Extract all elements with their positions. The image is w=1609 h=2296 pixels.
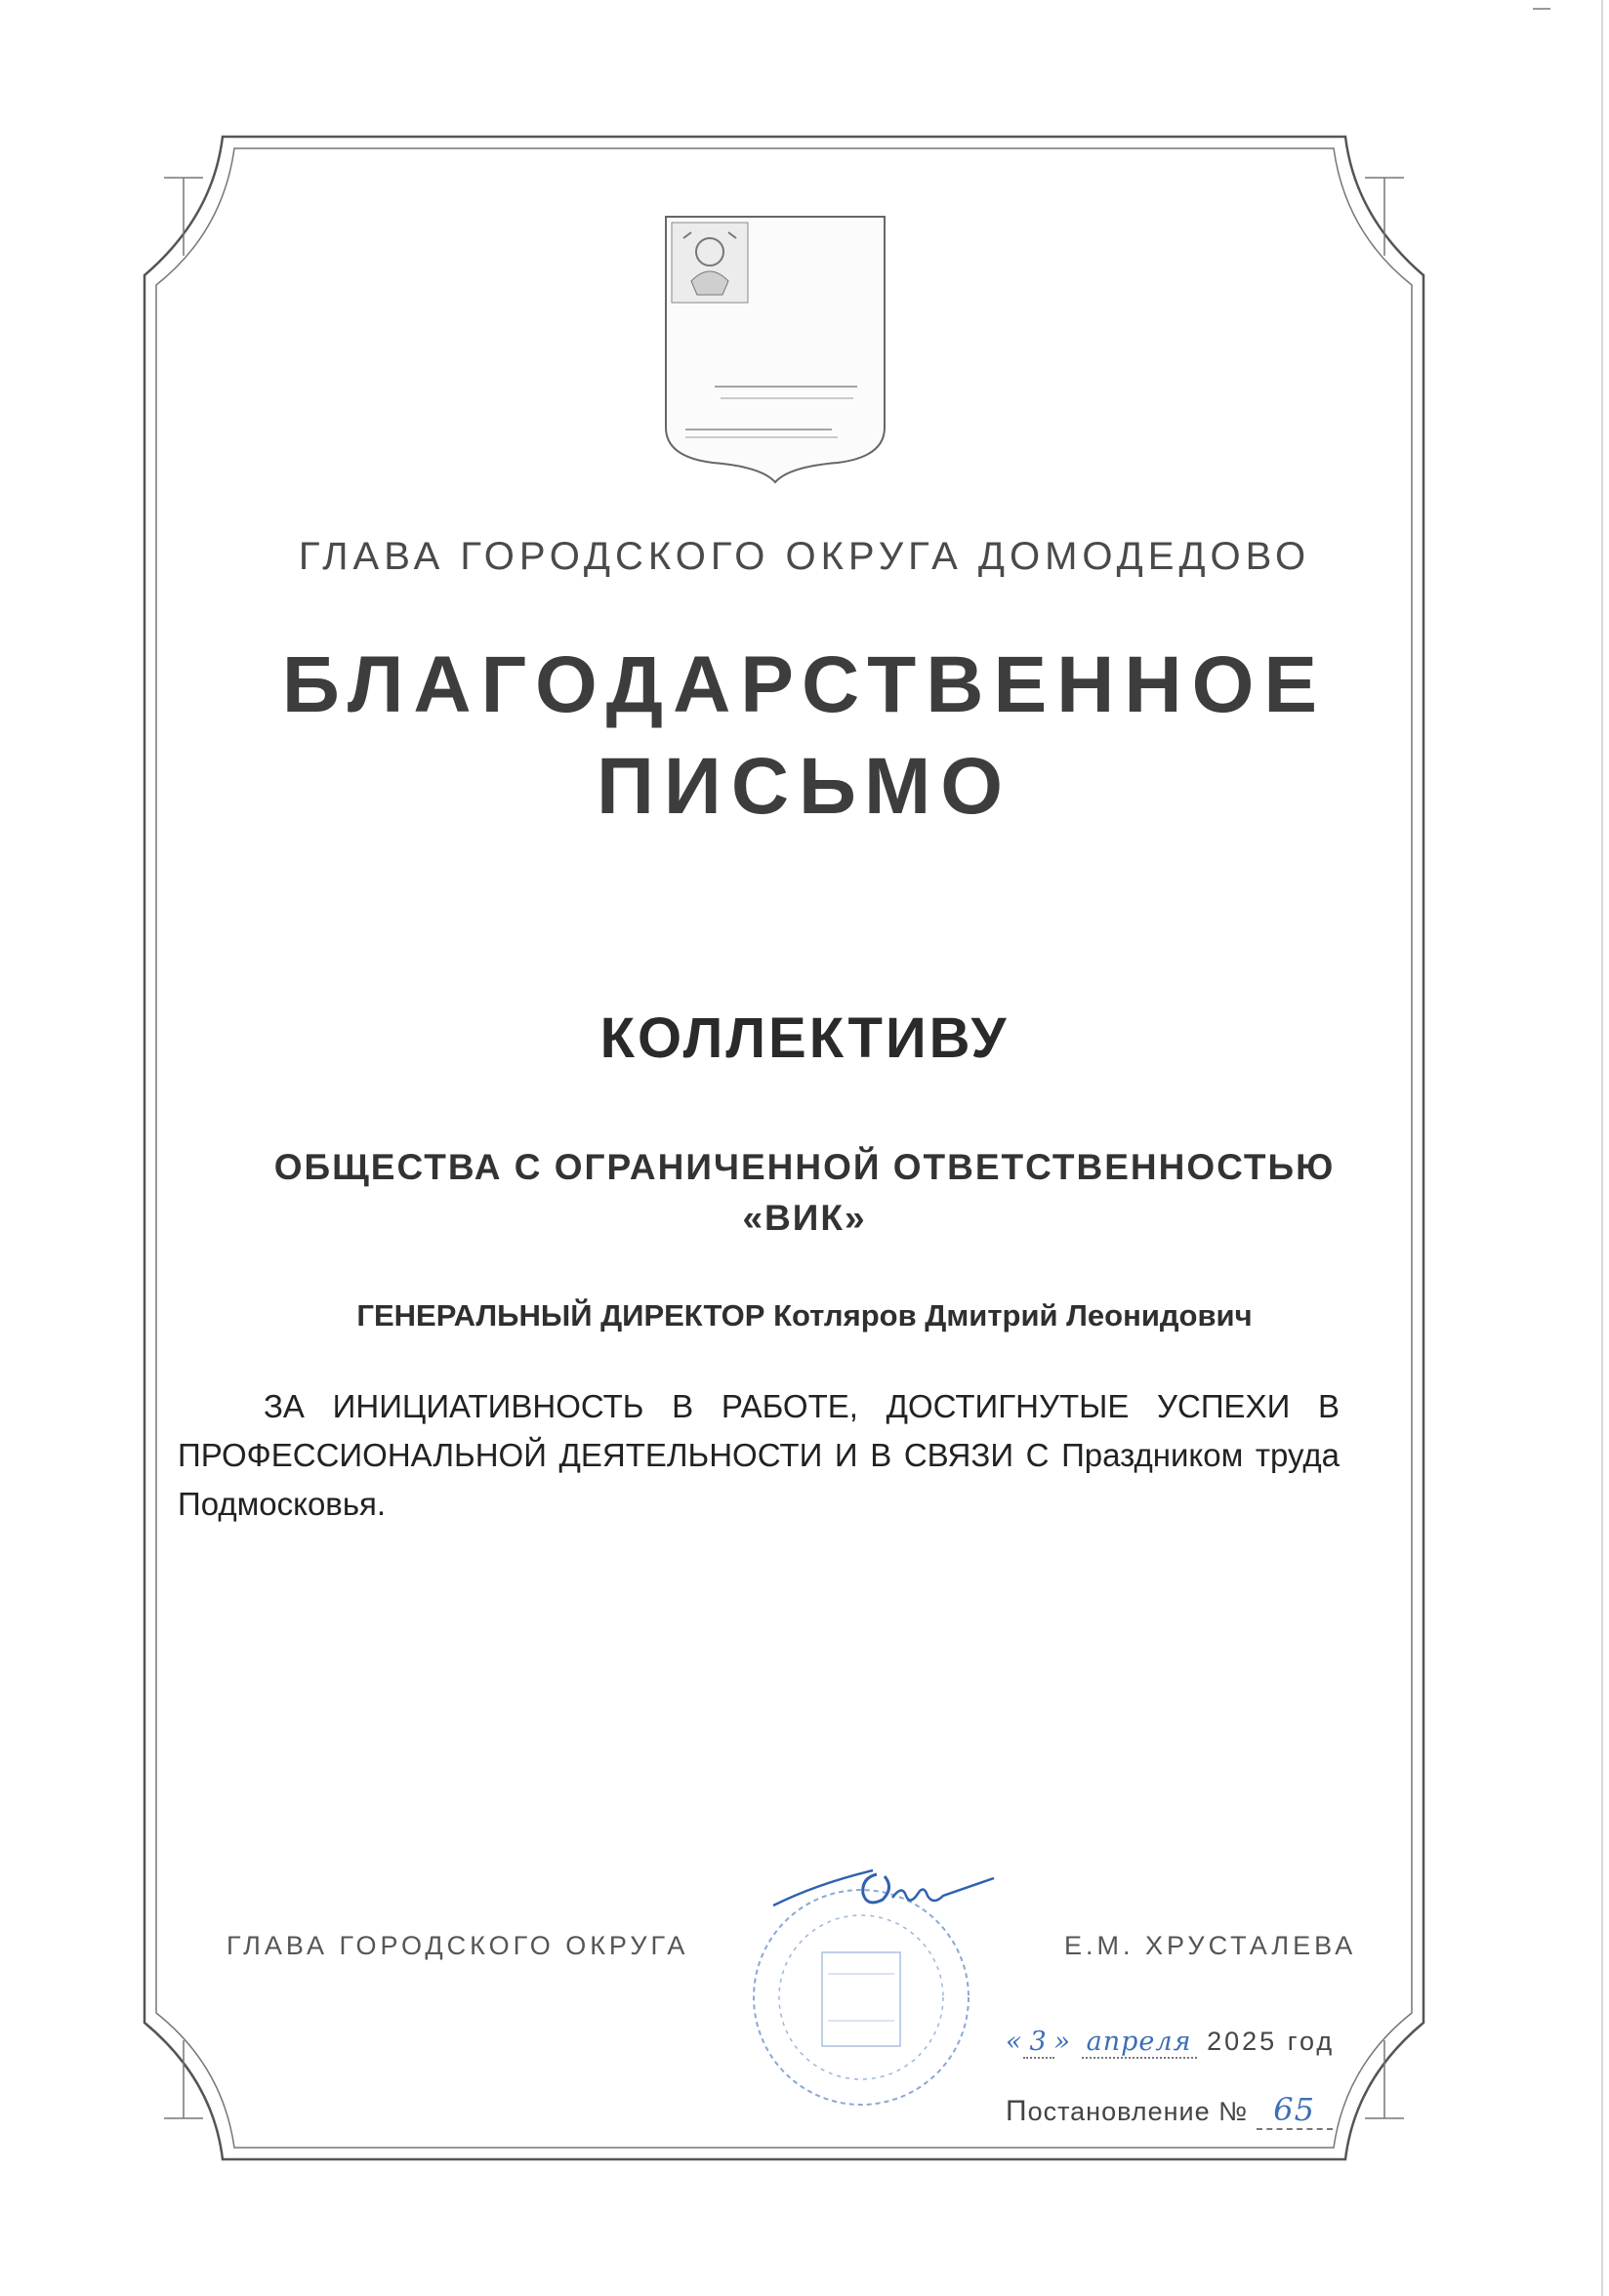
date-suffix: год	[1287, 2027, 1336, 2056]
date-month: апреля	[1082, 2027, 1197, 2059]
recipient-heading: КОЛЛЕКТИВУ	[599, 1006, 1010, 1070]
scan-edge-mark	[1533, 8, 1550, 10]
handwritten-signature	[767, 1845, 1002, 1952]
date-day: 3	[1023, 2027, 1054, 2059]
date-open-quote: «	[1006, 2027, 1023, 2057]
decree-number: 65	[1257, 2091, 1333, 2130]
decree-reference	[1006, 2091, 1333, 2130]
document-title-line2: ПИСЬМО	[596, 742, 1013, 831]
decree-label: остановление	[1027, 2097, 1211, 2126]
office-title: ГЛАВА ГОРОДСКОГО ОКРУГА ДОМОДЕДОВО	[298, 535, 1311, 578]
award-reason-text: ЗА ИНИЦИАТИВНОСТЬ В РАБОТЕ, ДОСТИГНУТЫЕ УСПЕХИ В ПРОФЕССИОНАЛЬНОЙ ДЕЯТЕЛЬНОСТИ И В СВЯЗИ С Праздником труда Подмосковья.	[178, 1388, 1340, 1522]
document-title	[0, 635, 1609, 838]
date-year: 2025	[1207, 2027, 1278, 2056]
signatory-title: ГЛАВА ГОРОДСКОГО ОКРУГА	[227, 1931, 689, 1960]
decree-label-initial: П	[1006, 2095, 1028, 2127]
date-close-quote: »	[1053, 2027, 1072, 2057]
decree-number-sign: №	[1218, 2097, 1249, 2126]
organization-name	[0, 1142, 1609, 1244]
document-title-line1: БЛАГОДАРСТВЕННОЕ	[281, 640, 1328, 729]
coat-of-arms-emblem	[662, 213, 888, 486]
signatory-name: Е.М. ХРУСТАЛЕВА	[1064, 1931, 1357, 1960]
document-date	[1006, 2027, 1335, 2059]
director-line: ГЕНЕРАЛЬНЫЙ ДИРЕКТОР Котляров Дмитрий Леонидович	[356, 1298, 1253, 1332]
organization-line1: ОБЩЕСТВА С ОГРАНИЧЕННОЙ ОТВЕТСТВЕННОСТЬЮ	[273, 1147, 1336, 1187]
organization-line2: «ВИК»	[742, 1198, 867, 1238]
